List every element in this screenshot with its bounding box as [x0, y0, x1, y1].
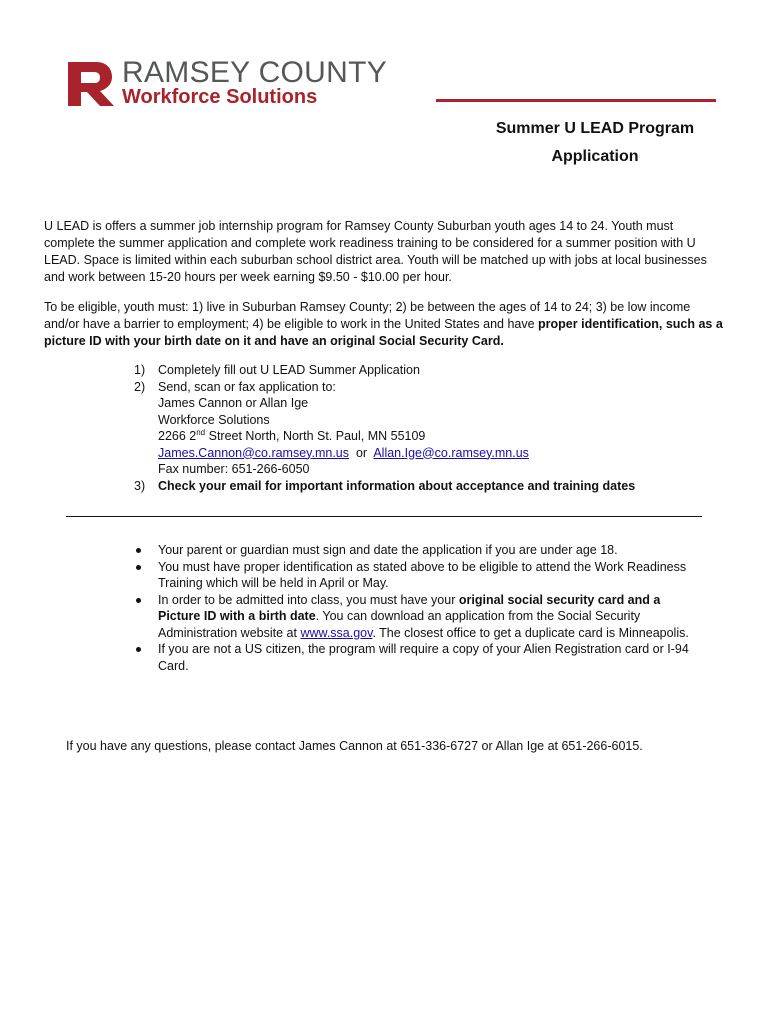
document-title: Summer U LEAD Program — [495, 120, 695, 137]
address-number: 2266 2 — [158, 429, 197, 443]
list-item-text-part: . The closest office to get a duplicate card is Minneapolis. — [372, 625, 689, 640]
eligibility-paragraph — [44, 299, 724, 350]
step-text: Completely fill out U LEAD Summer Application — [158, 363, 420, 377]
address-street: Street North, North St. Paul, MN 55109 — [205, 429, 426, 443]
list-item-text: You must have proper identification as stated above to be eligible to attend the Work Readiness Training which will be held in April or May. — [158, 559, 687, 590]
eligibility-bold-text: proper identification, such as a picture ID with your birth date on it and have an original Social Security Card. — [44, 317, 723, 348]
list-item — [134, 592, 694, 642]
list-item — [134, 559, 694, 592]
email-link-allan[interactable]: Allan.Ige@co.ramsey.mn.us — [373, 445, 529, 460]
bullet-icon — [134, 641, 158, 674]
list-item — [134, 542, 694, 559]
list-item-text: Your parent or guardian must sign and date the application if you are under age 18. — [158, 543, 618, 557]
instruction-steps — [134, 362, 724, 494]
step-number: 2) — [134, 379, 146, 394]
step-1 — [134, 362, 724, 379]
step-text: Send, scan or fax application to: — [158, 379, 336, 394]
document-subtitle: Application — [551, 148, 639, 165]
step-2 — [134, 379, 724, 396]
bullet-icon — [134, 592, 158, 642]
address-ordinal: nd — [196, 427, 206, 437]
step-3 — [134, 478, 724, 495]
contact-organization: Workforce Solutions — [158, 412, 270, 427]
list-item-bold-text: original social security card and a Picture ID with a birth date — [158, 592, 661, 623]
step-text: Check your email for important information about acceptance and training dates — [158, 478, 636, 493]
intro-paragraph: U LEAD is offers a summer job internship program for Ramsey County Suburban youth ages 14 to 24. Youth must complete the summer application and complete work readiness training to be considered for a summer position with U LEAD. Space is limited within each suburban school district area. Youth will be matched up with jobs at local businesses and work between 15-20 hours per week earning $9.50 - $10.00 per hour. — [44, 219, 707, 284]
list-item-text-part: In order to be admitted into class, you must have your — [158, 592, 459, 607]
list-item — [134, 641, 694, 674]
ramsey-county-logo — [66, 58, 406, 110]
ramsey-r-mark-icon — [66, 60, 116, 108]
list-item-text-part: . You can download an application from the Social Security Administration website at — [158, 609, 641, 640]
bullet-icon — [134, 542, 158, 559]
logo-subtitle: Workforce Solutions — [122, 86, 318, 108]
contact-emails — [134, 445, 724, 462]
step-number: 3) — [134, 478, 146, 493]
eligibility-text: To be eligible, youth must: 1) live in Suburban Ramsey County; 2) be between the ages of 14 to 24; 3) be low income and/or have a barrier to employment; 4) be eligible to work in the United States and have — [44, 300, 691, 331]
bullet-icon — [134, 559, 158, 592]
contact-questions-line: If you have any questions, please contact James Cannon at 651-336-6727 or Allan Ige at 651-266-6015. — [66, 739, 643, 753]
list-item-text: If you are not a US citizen, the program will require a copy of your Alien Registration card or I-94 Card. — [158, 642, 689, 673]
contact-names: James Cannon or Allan Ige — [158, 396, 309, 410]
fax-number: Fax number: 651-266-6050 — [158, 462, 310, 476]
mailing-address — [134, 428, 724, 445]
ssa-website-link[interactable]: www.ssa.gov — [300, 625, 373, 640]
section-divider — [66, 516, 702, 517]
email-link-james[interactable]: James.Cannon@co.ramsey.mn.us — [158, 445, 350, 460]
step-number: 1) — [134, 363, 146, 377]
requirements-list — [134, 542, 694, 674]
email-separator: or — [349, 445, 374, 460]
logo-name: RAMSEY COUNTY — [122, 56, 388, 89]
list-item-text — [158, 592, 694, 642]
header-rule — [436, 99, 716, 102]
